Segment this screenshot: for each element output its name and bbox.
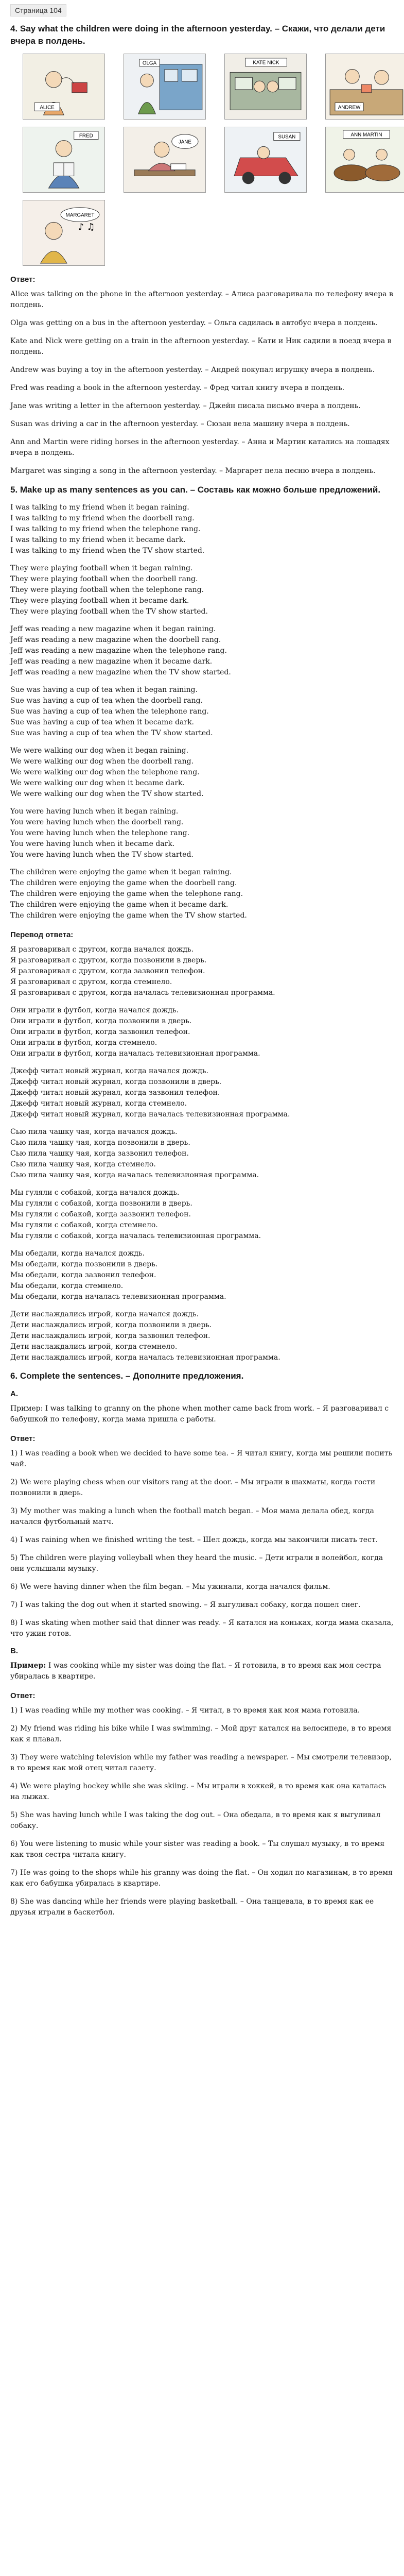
- part-a-answers: [10, 1448, 394, 1639]
- sentence-line: Джефф читал новый журнал, когда начался дождь.: [10, 1067, 208, 1075]
- answer-item: 4) I was raining when we finished writing the test. – Шел дождь, когда мы закончили писать тест.: [10, 1536, 378, 1544]
- answer-item: 4) We were playing hockey while she was skiing. – Мы играли в хоккей, в то время как она каталась на лыжах.: [10, 1782, 387, 1801]
- sentence-line: Jeff was reading a new magazine when it became dark.: [10, 657, 213, 666]
- answer-item: 5) The children were playing volleyball when they heard the music. – Дети играли в волейбол, когда они услышали музыку.: [10, 1554, 383, 1573]
- picture-alice-phone: [23, 54, 105, 120]
- sentence-line: Они играли в футбол, когда началась телевизионная программа.: [10, 1049, 260, 1058]
- answer-item: Jane was writing a letter in the afternoon yesterday. – Джейн писала письмо вчера в полдень.: [10, 402, 361, 410]
- picture-olga-bus: [124, 54, 206, 120]
- answer-item: 3) My mother was making a lunch when the football match began. – Моя мама делала обед, когда начался футбольный матч.: [10, 1507, 374, 1526]
- sentence-line: Sue was having a cup of tea when the TV show started.: [10, 729, 213, 737]
- sentence-block: [10, 502, 394, 556]
- sentence-line: The children were enjoying the game when it began raining.: [10, 868, 232, 876]
- part-a-answer-label: Ответ:: [10, 1434, 36, 1443]
- sentence-line: We were walking our dog when the TV show started.: [10, 790, 204, 798]
- picture-margaret-song: [23, 200, 105, 266]
- sentence-line: Мы обедали, когда позвонили в дверь.: [10, 1260, 158, 1268]
- answer-item: Olga was getting on a bus in the afternoon yesterday. – Ольга садилась в автобус вчера в полдень.: [10, 319, 378, 327]
- sentence-line: Мы гуляли с собакой, когда позвонили в дверь.: [10, 1199, 192, 1208]
- sentence-line: Сью пила чашку чая, когда стемнело.: [10, 1160, 156, 1168]
- sentence-line: Sue was having a cup of tea when it began raining.: [10, 686, 198, 694]
- answer-item: Margaret was singing a song in the afternoon yesterday. – Маргарет пела песню вчера в полдень.: [10, 467, 376, 475]
- picture-caption: SUSAN: [278, 134, 296, 140]
- picture-caption: ANN MARTIN: [350, 132, 382, 138]
- sentence-line: Я разговаривал с другом, когда начался дождь.: [10, 945, 194, 954]
- answer-item: 6) We were having dinner when the film began. – Мы ужинали, когда начался фильм.: [10, 1583, 330, 1591]
- sentence-line: They were playing football when it became dark.: [10, 597, 189, 605]
- picture-caption: ALICE: [40, 105, 55, 111]
- answer-item: Fred was reading a book in the afternoon yesterday. – Фред читал книгу вчера в полдень.: [10, 384, 345, 392]
- sentence-line: Мы обедали, когда зазвонил телефон.: [10, 1271, 156, 1279]
- sentence-line: The children were enjoying the game when the telephone rang.: [10, 890, 243, 898]
- sentence-block: [10, 1309, 394, 1363]
- picture-kate-nick-train: [224, 54, 307, 120]
- answer-item: 1) I was reading while my mother was cooking. – Я читал, в то время как моя мама готовила.: [10, 1706, 360, 1715]
- sentence-line: Мы гуляли с собакой, когда начался дождь.: [10, 1189, 180, 1197]
- sentence-line: Я разговаривал с другом, когда зазвонил телефон.: [10, 967, 205, 975]
- answer-item: Andrew was buying a toy in the afternoon yesterday. – Андрей покупал игрушку вчера в полдень.: [10, 366, 375, 374]
- picture-ann-martin-horses: [325, 127, 404, 193]
- answer-item: 7) He was going to the shops while his granny was doing the flat. – Он ходил по магазинам, в то время как его бабушка убиралась в квартире.: [10, 1869, 393, 1888]
- sentence-line: The children were enjoying the game when the TV show started.: [10, 911, 247, 920]
- sentence-line: Дети наслаждались игрой, когда зазвонил телефон.: [10, 1332, 210, 1340]
- sentence-line: Мы обедали, когда началась телевизионная программа.: [10, 1293, 226, 1301]
- sentence-line: Сью пила чашку чая, когда позвонили в дверь.: [10, 1139, 190, 1147]
- sentence-line: We were walking our dog when it began raining.: [10, 747, 189, 755]
- sentence-line: Sue was having a cup of tea when the doorbell rang.: [10, 697, 203, 705]
- english-sentence-blocks: [10, 502, 394, 921]
- sentence-block: [10, 1127, 394, 1181]
- sentence-line: Мы гуляли с собакой, когда зазвонил телефон.: [10, 1210, 191, 1218]
- picture-jane-letter: [124, 127, 206, 193]
- translation-label: Перевод ответа:: [10, 930, 74, 939]
- task-5-heading: 5. Make up as many sentences as you can. – Составь как можно больше предложений.: [10, 485, 381, 495]
- part-a-example: Пример: I was talking to granny on the phone when mother came back from work. – Я разговаривал с бабушкой по телефону, когда мама пришла с работы.: [10, 1404, 389, 1423]
- sentence-line: Jeff was reading a new magazine when the doorbell rang.: [10, 636, 221, 644]
- answer-item: 1) I was reading a book when we decided to have some tea. – Я читал книгу, когда мы решили попить чай.: [10, 1449, 393, 1468]
- sentence-block: [10, 1066, 394, 1120]
- sentence-line: Дети наслаждались игрой, когда стемнело.: [10, 1343, 178, 1351]
- picture-andrew-toy: [325, 54, 404, 120]
- sentence-block: [10, 806, 394, 860]
- sentence-line: They were playing football when the TV show started.: [10, 607, 208, 616]
- sentence-line: Jeff was reading a new magazine when the telephone rang.: [10, 647, 227, 655]
- sentence-line: We were walking our dog when the telephone rang.: [10, 768, 200, 776]
- sentence-line: Джефф читал новый журнал, когда началась телевизионная программа.: [10, 1110, 290, 1118]
- sentence-block: [10, 1188, 394, 1242]
- answer-item: Susan was driving a car in the afternoon yesterday. – Сюзан вела машину вчера в полдень.: [10, 420, 350, 428]
- sentence-block: [10, 745, 394, 800]
- picture-caption: KATE NICK: [253, 60, 279, 66]
- sentence-block: [10, 563, 394, 617]
- sentence-line: You were having lunch when the doorbell rang.: [10, 818, 184, 826]
- sentence-line: You were having lunch when the TV show started.: [10, 851, 194, 859]
- sentence-line: You were having lunch when the telephone rang.: [10, 829, 190, 837]
- part-b-example-prefix: Пример:: [10, 1662, 46, 1670]
- part-b-answer-label: Ответ:: [10, 1691, 36, 1700]
- sentence-line: Sue was having a cup of tea when the telephone rang.: [10, 707, 209, 716]
- answer-item: 2) My friend was riding his bike while I was swimming. – Мой друг катался на велосипеде, в то время как я плавал.: [10, 1724, 392, 1743]
- sentence-line: Джефф читал новый журнал, когда зазвонил телефон.: [10, 1089, 220, 1097]
- sentence-line: Сью пила чашку чая, когда начался дождь.: [10, 1128, 178, 1136]
- answer-label: Ответ:: [10, 275, 36, 284]
- sentence-line: Jeff was reading a new magazine when it began raining.: [10, 625, 216, 633]
- answer-item: 5) She was having lunch while I was taking the dog out. – Она обедала, в то время как я выгуливал собаку.: [10, 1811, 381, 1830]
- sentence-line: Джефф читал новый журнал, когда позвонили в дверь.: [10, 1078, 222, 1086]
- sentence-line: Они играли в футбол, когда позвонили в дверь.: [10, 1017, 192, 1025]
- sentence-line: The children were enjoying the game when it became dark.: [10, 901, 229, 909]
- picture-caption: ANDREW: [338, 105, 361, 111]
- sentence-line: Сью пила чашку чая, когда зазвонил телефон.: [10, 1149, 189, 1158]
- sentence-line: Джефф читал новый журнал, когда стемнело.: [10, 1099, 187, 1108]
- picture-caption: MARGARET: [65, 212, 95, 218]
- picture-grid: [23, 54, 394, 266]
- part-b-label: B.: [10, 1647, 18, 1655]
- page-number-label: Страница 104: [10, 4, 66, 16]
- sentence-line: Я разговаривал с другом, когда началась телевизионная программа.: [10, 989, 275, 997]
- music-note-icon: ♪ ♫: [78, 222, 95, 233]
- sentence-line: I was talking to my friend when the telephone rang.: [10, 525, 201, 533]
- sentence-block: [10, 685, 394, 739]
- sentence-line: Они играли в футбол, когда зазвонил телефон.: [10, 1028, 190, 1036]
- sentence-line: I was talking to my friend when it became dark.: [10, 536, 186, 544]
- sentence-line: I was talking to my friend when the doorbell rang.: [10, 514, 195, 522]
- sentence-line: Sue was having a cup of tea when it became dark.: [10, 718, 195, 726]
- sentence-line: Я разговаривал с другом, когда стемнело.: [10, 978, 172, 986]
- answer-item: 8) She was dancing while her friends were playing basketball. – Она танцевала, в то время как ее друзья играли в баскетбол.: [10, 1897, 374, 1917]
- sentence-block: [10, 1005, 394, 1059]
- sentence-line: We were walking our dog when it became dark.: [10, 779, 185, 787]
- picture-caption: OLGA: [142, 60, 157, 66]
- sentence-line: Мы обедали, когда стемнело.: [10, 1282, 124, 1290]
- sentence-line: They were playing football when it began raining.: [10, 564, 193, 572]
- sentence-line: Сью пила чашку чая, когда началась телевизионная программа.: [10, 1171, 259, 1179]
- answer-item: Alice was talking on the phone in the afternoon yesterday. – Алиса разговаривала по телефону вчера в полдень.: [10, 290, 393, 309]
- sentence-line: Дети наслаждались игрой, когда началась телевизионная программа.: [10, 1353, 280, 1362]
- sentence-line: Мы гуляли с собакой, когда стемнело.: [10, 1221, 158, 1229]
- answer-item: Ann and Martin were riding horses in the afternoon yesterday. – Анна и Мартин катались на лошадях вчера в полдень.: [10, 438, 390, 457]
- sentence-line: Они играли в футбол, когда стемнело.: [10, 1039, 157, 1047]
- sentence-line: The children were enjoying the game when the doorbell rang.: [10, 879, 237, 887]
- sentence-line: Дети наслаждались игрой, когда начался дождь.: [10, 1310, 199, 1318]
- answer-item: 3) They were watching television while my father was reading a newspaper. – Мы смотрели телевизор, в то время как мой отец читал газету.: [10, 1753, 392, 1772]
- sentence-line: Мы гуляли с собакой, когда началась телевизионная программа.: [10, 1232, 261, 1240]
- sentence-block: [10, 624, 394, 678]
- part-b-example-text: I was cooking while my sister was doing the flat. – Я готовила, в то время как моя сестра убиралась в квартире.: [10, 1662, 381, 1681]
- task-6-heading: 6. Complete the sentences. – Дополните предложения.: [10, 1371, 244, 1381]
- answer-item: 2) We were playing chess when our visitors rang at the door. – Мы играли в шахматы, когда гости позвонили в дверь.: [10, 1478, 376, 1497]
- sentence-line: Мы обедали, когда начался дождь.: [10, 1249, 145, 1258]
- sentence-line: I was talking to my friend when it began raining.: [10, 503, 189, 512]
- sentence-line: They were playing football when the doorbell rang.: [10, 575, 198, 583]
- answer-item: 6) You were listening to music while your sister was reading a book. – Ты слушал музыку, в то время как твоя сестра читала книгу.: [10, 1840, 385, 1859]
- sentence-block: [10, 867, 394, 921]
- answer-item: 7) I was taking the dog out when it started snowing. – Я выгуливал собаку, когда пошел снег.: [10, 1601, 361, 1609]
- sentence-line: Я разговаривал с другом, когда позвонили в дверь.: [10, 956, 207, 964]
- part-b-example: [10, 1660, 394, 1682]
- picture-susan-car: [224, 127, 307, 193]
- sentence-line: You were having lunch when it became dark.: [10, 840, 175, 848]
- sentence-block: [10, 1248, 394, 1302]
- sentence-line: We were walking our dog when the doorbell rang.: [10, 757, 194, 766]
- sentence-line: Дети наслаждались игрой, когда позвонили в дверь.: [10, 1321, 212, 1329]
- picture-caption: FRED: [79, 133, 93, 139]
- sentence-line: You were having lunch when it began raining.: [10, 807, 179, 816]
- sentence-block: [10, 944, 394, 998]
- picture-caption: JANE: [178, 139, 191, 145]
- answer-item: Kate and Nick were getting on a train in the afternoon yesterday. – Кати и Ник садили в поезд вчера в полдень.: [10, 337, 392, 356]
- task-4-heading: 4. Say what the children were doing in the afternoon yesterday. – Скажи, что делали дети вчера в полдень.: [10, 24, 385, 46]
- russian-sentence-blocks: [10, 944, 394, 1363]
- picture-fred-book: [23, 127, 105, 193]
- sentence-line: They were playing football when the telephone rang.: [10, 586, 204, 594]
- answer-item: 8) I was skating when mother said that dinner was ready. – Я катался на коньках, когда мама сказала, что ужин готов.: [10, 1619, 394, 1638]
- sentence-line: Они играли в футбол, когда начался дождь.: [10, 1006, 179, 1014]
- part-b-answers: [10, 1705, 394, 1918]
- part-a-label: A.: [10, 1389, 18, 1398]
- sentence-line: Jeff was reading a new magazine when the TV show started.: [10, 668, 231, 676]
- sentence-line: I was talking to my friend when the TV show started.: [10, 547, 205, 555]
